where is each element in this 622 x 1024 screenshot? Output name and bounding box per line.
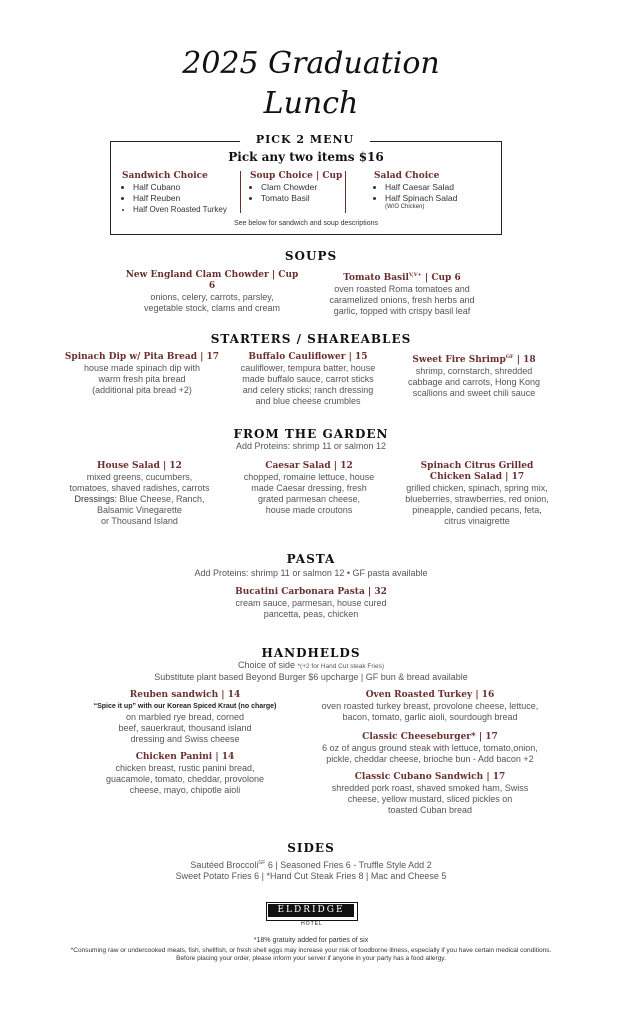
sides-line2: Sweet Potato Fries 6 | *Hand Cut Steak Fries 8 | Mac and Cheese 5 xyxy=(175,871,447,881)
pick2-sandwich-col xyxy=(122,171,234,215)
soup-choice-heading: Soup Choice | Cup xyxy=(250,171,343,181)
item-name: New England Clam Chowder | Cup 6 xyxy=(125,270,299,291)
list-item: • Half Cubano xyxy=(133,182,234,193)
pasta-heading: PASTA xyxy=(286,552,336,566)
menu-item xyxy=(70,752,300,796)
logo-sub: HOTEL xyxy=(301,921,323,927)
item-desc: shrimp, cornstarch, shredded cabbage and carrots, Hong Kong scallions and sweet chili sauce xyxy=(407,366,541,398)
diet-tag: GF xyxy=(505,354,514,360)
item-name: Reuben sandwich | 14 xyxy=(129,690,241,700)
consumer-warning: *Consuming raw or undercooked meats, fish, shellfish, or fresh shell eggs may increase your risk of foodborne illness, especially if you have certain medical conditions. Before placing your order, please inform your server if anyone in your party has a food allergy. xyxy=(70,947,552,962)
item-name-text: Tomato Basil xyxy=(343,273,409,283)
item-name: Caesar Salad | 12 xyxy=(265,461,353,471)
item-desc: oven roasted Roma tomatoes and caramelized onions, fresh herbs and garlic, topped with crispy basil leaf xyxy=(329,284,475,316)
handhelds-heading: HANDHELDS xyxy=(261,646,361,660)
item-desc: chicken breast, rustic panini bread, guacamole, tomato, cheddar, provolone cheese, mayo, chipotle aioli xyxy=(105,763,265,795)
menu-item xyxy=(300,732,560,765)
menu-item xyxy=(70,690,300,745)
menu-item xyxy=(228,352,388,407)
eldridge-hotel-logo xyxy=(266,902,358,928)
item-name: Buffalo Cauliflower | 15 xyxy=(248,352,368,362)
garden-heading: FROM THE GARDEN xyxy=(233,427,389,441)
item-name: House Salad | 12 xyxy=(97,461,182,471)
menu-item xyxy=(62,352,222,396)
pasta-proteins: Add Proteins: shrimp 11 or salmon 12 • GF pasta available xyxy=(194,568,428,578)
pick2-salad-col xyxy=(374,171,494,211)
pick2-subtitle: Pick any two items $16 xyxy=(228,150,384,164)
list-item: • Tomato Basil xyxy=(261,193,345,204)
menu-item xyxy=(312,270,492,317)
handhelds-substitute: Substitute plant based Beyond Burger $6 upcharge | GF bun & bread available xyxy=(154,672,468,682)
pick2-footnote: See below for sandwich and soup descriptions xyxy=(234,220,378,227)
menu-title-line1: 2025 Graduation xyxy=(182,46,440,81)
menu-item xyxy=(57,461,222,527)
sides-line1 xyxy=(0,858,622,871)
side-note: *(+2 for Hand Cut steak Fries) xyxy=(297,663,385,670)
item-name: Oven Roasted Turkey | 16 xyxy=(365,690,495,700)
diet-tag: V,V+ xyxy=(408,272,422,278)
item-desc: shredded pork roast, shaved smoked ham, Swiss cheese, yellow mustard, sliced pickles on toasted Cuban bread xyxy=(331,783,529,815)
item-name xyxy=(312,270,492,284)
list-item: • Half Caesar Salad xyxy=(385,182,494,193)
handhelds-side xyxy=(0,660,622,672)
item-name: Classic Cubano Sandwich | 17 xyxy=(354,772,506,782)
salad-choice-heading: Salad Choice xyxy=(374,171,440,181)
sandwich-choice-heading: Sandwich Choice xyxy=(122,171,208,181)
logo-name: ELDRIDGE xyxy=(268,904,354,917)
item-desc: cream sauce, parmesan, house cured pancetta, peas, chicken xyxy=(235,598,387,619)
garden-proteins: Add Proteins: shrimp 11 or salmon 12 xyxy=(236,441,386,451)
item-name xyxy=(394,352,554,366)
pick2-label: PICK 2 MENU xyxy=(240,133,370,146)
item-desc: onions, celery, carrots, parsley, vegetable stock, clams and cream xyxy=(143,292,281,313)
menu-item xyxy=(300,772,560,816)
pick2-soup-col xyxy=(250,171,345,204)
item-desc: on marbled rye bread, corned beef, sauerkraut, thousand island dressing and Swiss cheese xyxy=(118,712,252,744)
item-name: Spinach Citrus Grilled Chicken Salad | 17 xyxy=(420,461,534,482)
list-item: • Half Oven Roasted Turkey xyxy=(133,204,234,215)
item-desc: 6 oz of angus ground steak with lettuce, tomato,onion, pickle, cheddar cheese, brioche bun - Add bacon +2 xyxy=(322,743,538,764)
item-desc: mixed greens, cucumbers, tomatoes, shaved radishes, carrots xyxy=(69,472,210,493)
menu-item xyxy=(300,690,560,723)
side-text: 6 | Seasoned Fries 6 - Truffle Style Add 2 xyxy=(265,860,432,870)
item-name: Spinach Dip w/ Pita Bread | 17 xyxy=(64,352,220,362)
menu-item xyxy=(122,270,302,314)
dressings-text: Blue Cheese, Ranch, Balsamic Vinegarette or Thousand Island xyxy=(97,494,205,526)
starters-heading: STARTERS / SHAREABLES xyxy=(210,332,412,346)
item-extra: “Spice it up” with our Korean Spiced Kraut (no charge) xyxy=(93,703,277,710)
item-desc: cauliflower, tempura batter, house made buffalo sauce, carrot sticks and celery sticks; ranch dressing and blue cheese crumbles xyxy=(240,363,376,406)
menu-item xyxy=(211,587,411,620)
list-item: • Clam Chowder xyxy=(261,182,345,193)
list-item xyxy=(385,193,494,211)
side-text: Choice of side xyxy=(237,660,298,670)
gratuity-note: *18% gratuity added for parties of six xyxy=(253,937,369,944)
item-price: | Cup 6 xyxy=(421,273,461,283)
list-item: • Half Reuben xyxy=(133,193,234,204)
item-name: Chicken Panini | 14 xyxy=(135,752,235,762)
item-price: | 18 xyxy=(513,355,536,365)
item-desc: house made spinach dip with warm fresh pita bread (additional pita bread +2) xyxy=(83,363,201,395)
item-desc: oven roasted turkey breast, provolone cheese, lettuce, bacon, tomato, garlic aioli, sourdough bread xyxy=(321,701,539,722)
pick2-divider xyxy=(240,171,241,213)
list-item-text: Half Spinach Salad xyxy=(385,193,458,203)
diet-tag: GF xyxy=(258,860,266,866)
menu-item xyxy=(225,461,393,516)
menu-item xyxy=(392,461,562,527)
dressings-label: Dressings: xyxy=(74,494,117,504)
item-name: Classic Cheeseburger* | 17 xyxy=(362,732,498,742)
pick2-divider xyxy=(345,171,346,213)
side-text: Sautéed Broccoli xyxy=(190,860,259,870)
item-desc: grilled chicken, spinach, spring mix, blueberries, strawberries, red onion, pineapple, candied pecans, feta, citrus vinaigrette xyxy=(405,483,549,526)
item-name-text: Sweet Fire Shrimp xyxy=(412,355,506,365)
soups-heading: SOUPS xyxy=(284,249,338,263)
menu-title-line2: Lunch xyxy=(263,86,359,121)
item-dressings xyxy=(57,494,222,527)
salad-note: (W/O Chicken) xyxy=(385,204,425,210)
item-desc: chopped, romaine lettuce, house made Caesar dressing, fresh grated parmesan cheese, house made croutons xyxy=(243,472,375,515)
sides-heading: SIDES xyxy=(287,841,335,855)
item-name: Bucatini Carbonara Pasta | 32 xyxy=(235,587,387,597)
menu-item xyxy=(394,352,554,399)
